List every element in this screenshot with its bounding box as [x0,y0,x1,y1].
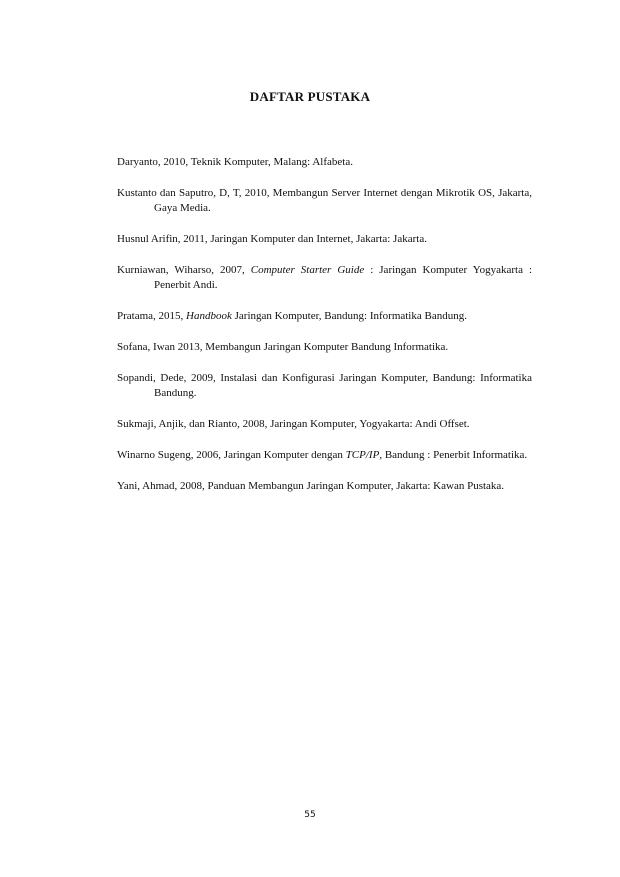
reference-item [117,155,532,170]
reference-text: Jaringan Komputer, Bandung: Informatika Bandung. [231,310,467,322]
reference-text: Winarno Sugeng, 2006, Jaringan Komputer dengan [117,449,346,461]
reference-text: Husnul Arifin, 2011, Jaringan Komputer dan Internet, Jakarta: Jakarta. [117,233,427,245]
reference-italic-title: Computer Starter Guide [250,264,365,276]
reference-text: Sofana, Iwan 2013, Membangun Jaringan Komputer Bandung Informatika. [117,341,449,353]
reference-item [117,371,532,401]
reference-item [117,232,532,247]
reference-item [117,417,532,432]
reference-item [117,340,532,355]
reference-italic-title: Handbook [186,310,232,322]
reference-text: Sukmaji, Anjik, dan Rianto, 2008, Jaringan Komputer, Yogyakarta: Andi Offset. [117,418,470,430]
reference-text: Kustanto dan Saputro, D, T, 2010, Membangun Server Internet dengan Mikrotik OS, Jakarta, Gaya Media. [117,187,532,214]
reference-item [117,309,532,324]
reference-text: Kurniawan, Wiharso, 2007, [117,264,251,276]
reference-text: , Bandung : Penerbit Informatika. [379,449,528,461]
reference-text: Sopandi, Dede, 2009, Instalasi dan Konfigurasi Jaringan Komputer, Bandung: Informatika Bandung. [117,372,532,399]
reference-item [117,448,532,463]
page-title: DAFTAR PUSTAKA [249,89,371,104]
reference-italic-title: TCP/IP [345,449,380,461]
page-number: 55 [304,810,316,820]
reference-item [117,186,532,216]
reference-item [117,479,532,494]
reference-list [117,155,532,510]
reference-text: Yani, Ahmad, 2008, Panduan Membangun Jaringan Komputer, Jakarta: Kawan Pustaka. [117,480,505,492]
reference-text: Pratama, 2015, [117,310,187,322]
reference-item [117,263,532,293]
reference-text: : Jaringan Komputer Yogyakarta : Penerbit Andi. [154,264,533,291]
reference-text: Daryanto, 2010, Teknik Komputer, Malang: Alfabeta. [117,156,353,168]
